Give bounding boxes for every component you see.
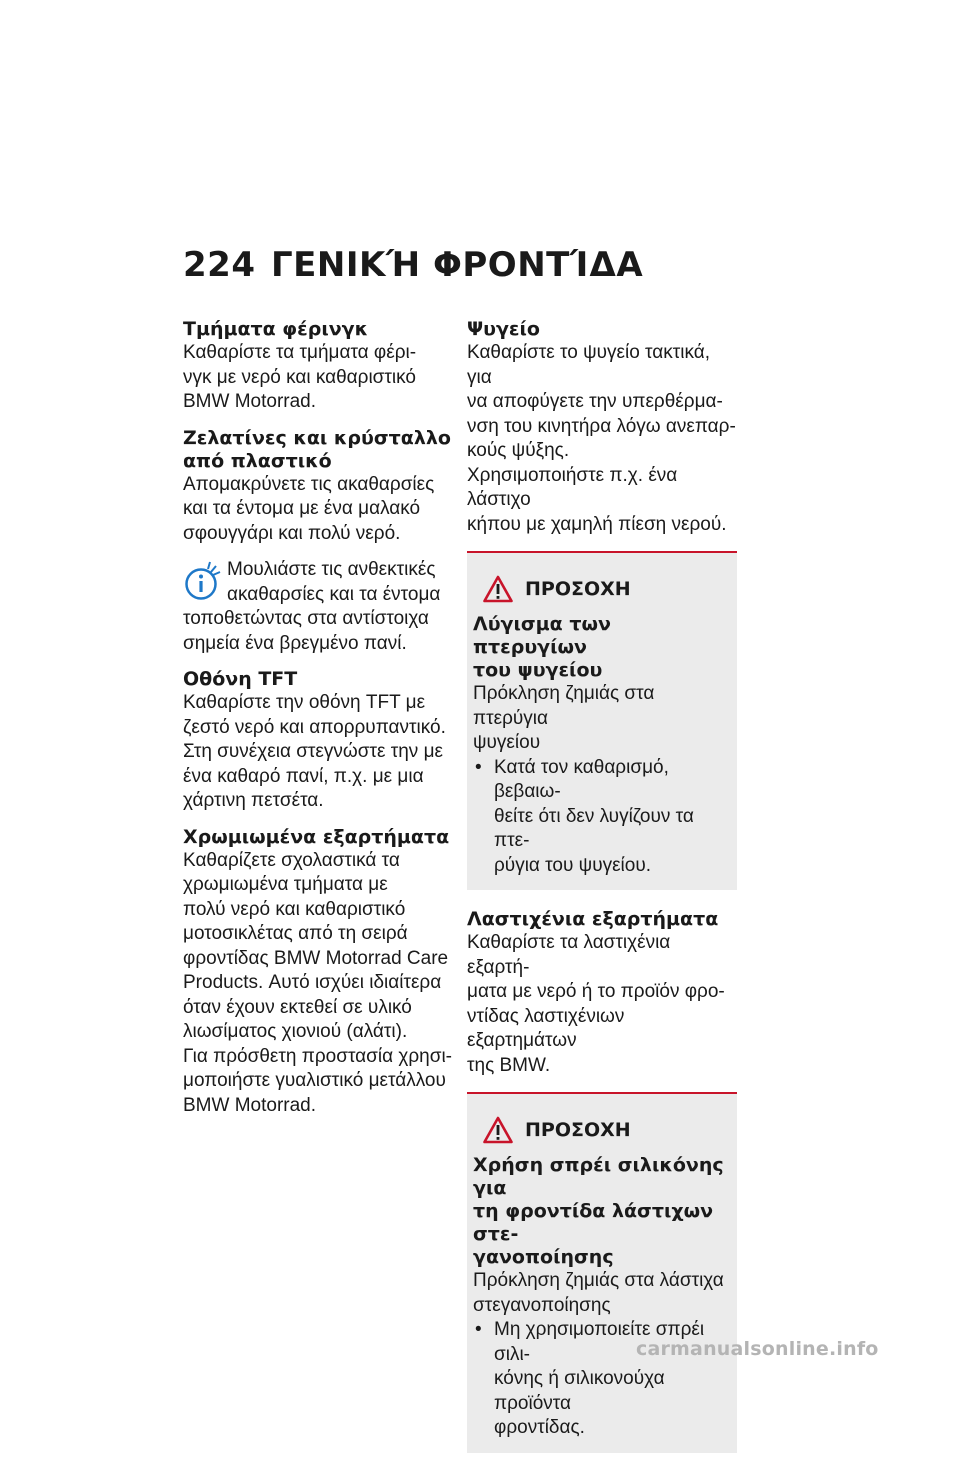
line: Μουλιάστε τις ανθεκτικές (227, 559, 436, 580)
line: Products. Αυτό ισχύει ιδιαίτερα (183, 972, 442, 993)
section-chrome (183, 826, 453, 1119)
bullet-mark: • (475, 1319, 482, 1340)
section-tft (183, 668, 453, 814)
line: κόνης ή σιλικονούχα προϊόντα (494, 1368, 665, 1414)
line: φροντίδας BMW Motorrad Care (183, 947, 449, 969)
line: σφουγγάρι και πολύ νερό. (183, 522, 401, 544)
line: Για πρόσθετη προστασία χρησι- (183, 1045, 452, 1067)
warning-title: ΠΡΟΣΟΧΗ (525, 578, 631, 600)
heading-line: του ψυγείου (473, 659, 603, 681)
line: λιωσίματος χιονιού (αλάτι). (183, 1021, 408, 1042)
warning-box-radiator (467, 551, 737, 890)
line: να αποφύγετε την υπερθέρμα- (467, 391, 723, 412)
warning-title: ΠΡΟΣΟΧΗ (525, 1119, 631, 1141)
heading-windshield (183, 427, 453, 473)
line: χάρτινη πετσέτα. (183, 790, 324, 811)
heading-line: Χρήση σπρέι σιλικόνης για (473, 1154, 724, 1199)
watermark: carmanualsonline.info (636, 1338, 879, 1360)
line: Μη χρησιμοποιείτε σπρέι σιλι- (494, 1319, 705, 1365)
line: ένα καθαρό πανί, π.χ. με μια (183, 765, 424, 787)
body-radiator (467, 341, 737, 537)
body-rubber (467, 931, 737, 1078)
page-header (183, 245, 783, 285)
line: ματα με νερό ή το προϊόν φρο- (467, 981, 725, 1002)
chapter-title: ΓΕΝΙΚΉ ΦΡΟΝΤΊΔΑ (271, 245, 644, 285)
heading-line: Ζελατίνες και κρύσταλλο (183, 426, 451, 449)
line: Χρησιμοποιήστε π.χ. ένα λάστιχο (467, 464, 678, 510)
line: Κατά τον καθαρισμό, βεβαιω- (494, 756, 669, 802)
info-note (183, 558, 453, 656)
section-fairing (183, 318, 453, 415)
heading-fairing: Τμήματα φέρινγκ (183, 318, 369, 340)
line: Στη συνέχεια στεγνώστε την με (183, 741, 443, 762)
heading-tft: Οθόνη TFT (183, 668, 298, 690)
warning-bullet (473, 1318, 731, 1441)
line: Καθαρίστε τα λαστιχένια εξαρτή- (467, 932, 671, 978)
body-windshield (183, 473, 453, 547)
heading-chrome: Χρωμιωμένα εξαρτήματα (183, 825, 450, 848)
line: της BMW. (467, 1054, 551, 1076)
section-rubber (467, 908, 737, 1078)
warning-box-silicone (467, 1092, 737, 1453)
line: BMW Motorrad. (183, 1094, 317, 1116)
heading-radiator: Ψυγείο (467, 318, 540, 340)
warning-subheading (473, 1154, 731, 1269)
line: θείτε ότι δεν λυγίζουν τα πτε- (494, 805, 694, 851)
line: και τα έντομα με ένα μαλακό (183, 498, 421, 519)
bullet-mark: • (475, 756, 482, 778)
right-column (467, 318, 737, 1471)
line: Καθαρίστε τα τμήματα φέρι- (183, 342, 417, 363)
line: ρύγια του ψυγείου. (494, 854, 652, 876)
line: κούς ψύξης. (467, 440, 570, 461)
line: Πρόκληση ζημιάς στα λάστιχα (473, 1270, 724, 1291)
body-chrome (183, 849, 453, 1119)
heading-rubber: Λαστιχένια εξαρτήματα (467, 908, 719, 930)
line: Καθαρίστε την οθόνη TFT με (183, 692, 426, 713)
line: Απομακρύνετε τις ακαθαρσίες (183, 473, 435, 495)
section-radiator (467, 318, 737, 537)
page-number: 224 (183, 245, 256, 285)
heading-line: από πλαστικό (183, 449, 332, 472)
line: BMW Motorrad. (183, 391, 317, 412)
line: όταν έχουν εκτεθεί σε υλικό (183, 996, 412, 1018)
line: Πρόκληση ζημιάς στα πτερύγια (473, 683, 655, 729)
body-fairing (183, 341, 453, 415)
warning-bullet (473, 756, 731, 879)
warning-body (473, 1269, 731, 1318)
warning-title-row (483, 1114, 731, 1146)
line: ψυγείου (473, 732, 541, 753)
line: Καθαρίστε το ψυγείο τακτικά, για (467, 342, 711, 388)
line: ακαθαρσίες και τα έντομα (227, 583, 441, 605)
line: χρωμιωμένα τμήματα με (183, 874, 388, 895)
line: τοποθετώντας στα αντίστοιχα (183, 608, 429, 629)
heading-line: τη φροντίδα λάστιχων στε- (473, 1200, 714, 1245)
section-windshield (183, 427, 453, 547)
line: ζεστό νερό και απορρυπαντικό. (183, 716, 446, 738)
line: ντίδας λαστιχένιων εξαρτημάτων (467, 1005, 625, 1051)
heading-line: Λύγισμα των πτερυγίων (473, 613, 611, 658)
line: μοτοσικλέτας από τη σειρά (183, 923, 408, 944)
warning-triangle-icon (483, 575, 513, 603)
line: στεγανοποίησης (473, 1294, 611, 1316)
warning-title-row (483, 573, 731, 605)
heading-line: γανοποίησης (473, 1246, 614, 1268)
line: νγκ με νερό και καθαριστικό (183, 366, 416, 388)
line: φροντίδας. (494, 1417, 585, 1438)
warning-subheading (473, 613, 731, 682)
line: Καθαρίζετε σχολαστικά τα (183, 849, 400, 871)
line: μοποιήστε γυαλιστικό μετάλλου (183, 1070, 446, 1091)
info-icon (183, 558, 223, 602)
body-tft (183, 691, 453, 814)
line: πολύ νερό και καθαριστικό (183, 898, 406, 920)
warning-triangle-icon (483, 1116, 513, 1144)
left-column (183, 318, 453, 1130)
line: νση του κινητήρα λόγω ανεπαρ- (467, 415, 736, 437)
line: σημεία ένα βρεγμένο πανί. (183, 632, 407, 654)
line: κήπου με χαμηλή πίεση νερού. (467, 513, 727, 535)
warning-body (473, 682, 731, 756)
